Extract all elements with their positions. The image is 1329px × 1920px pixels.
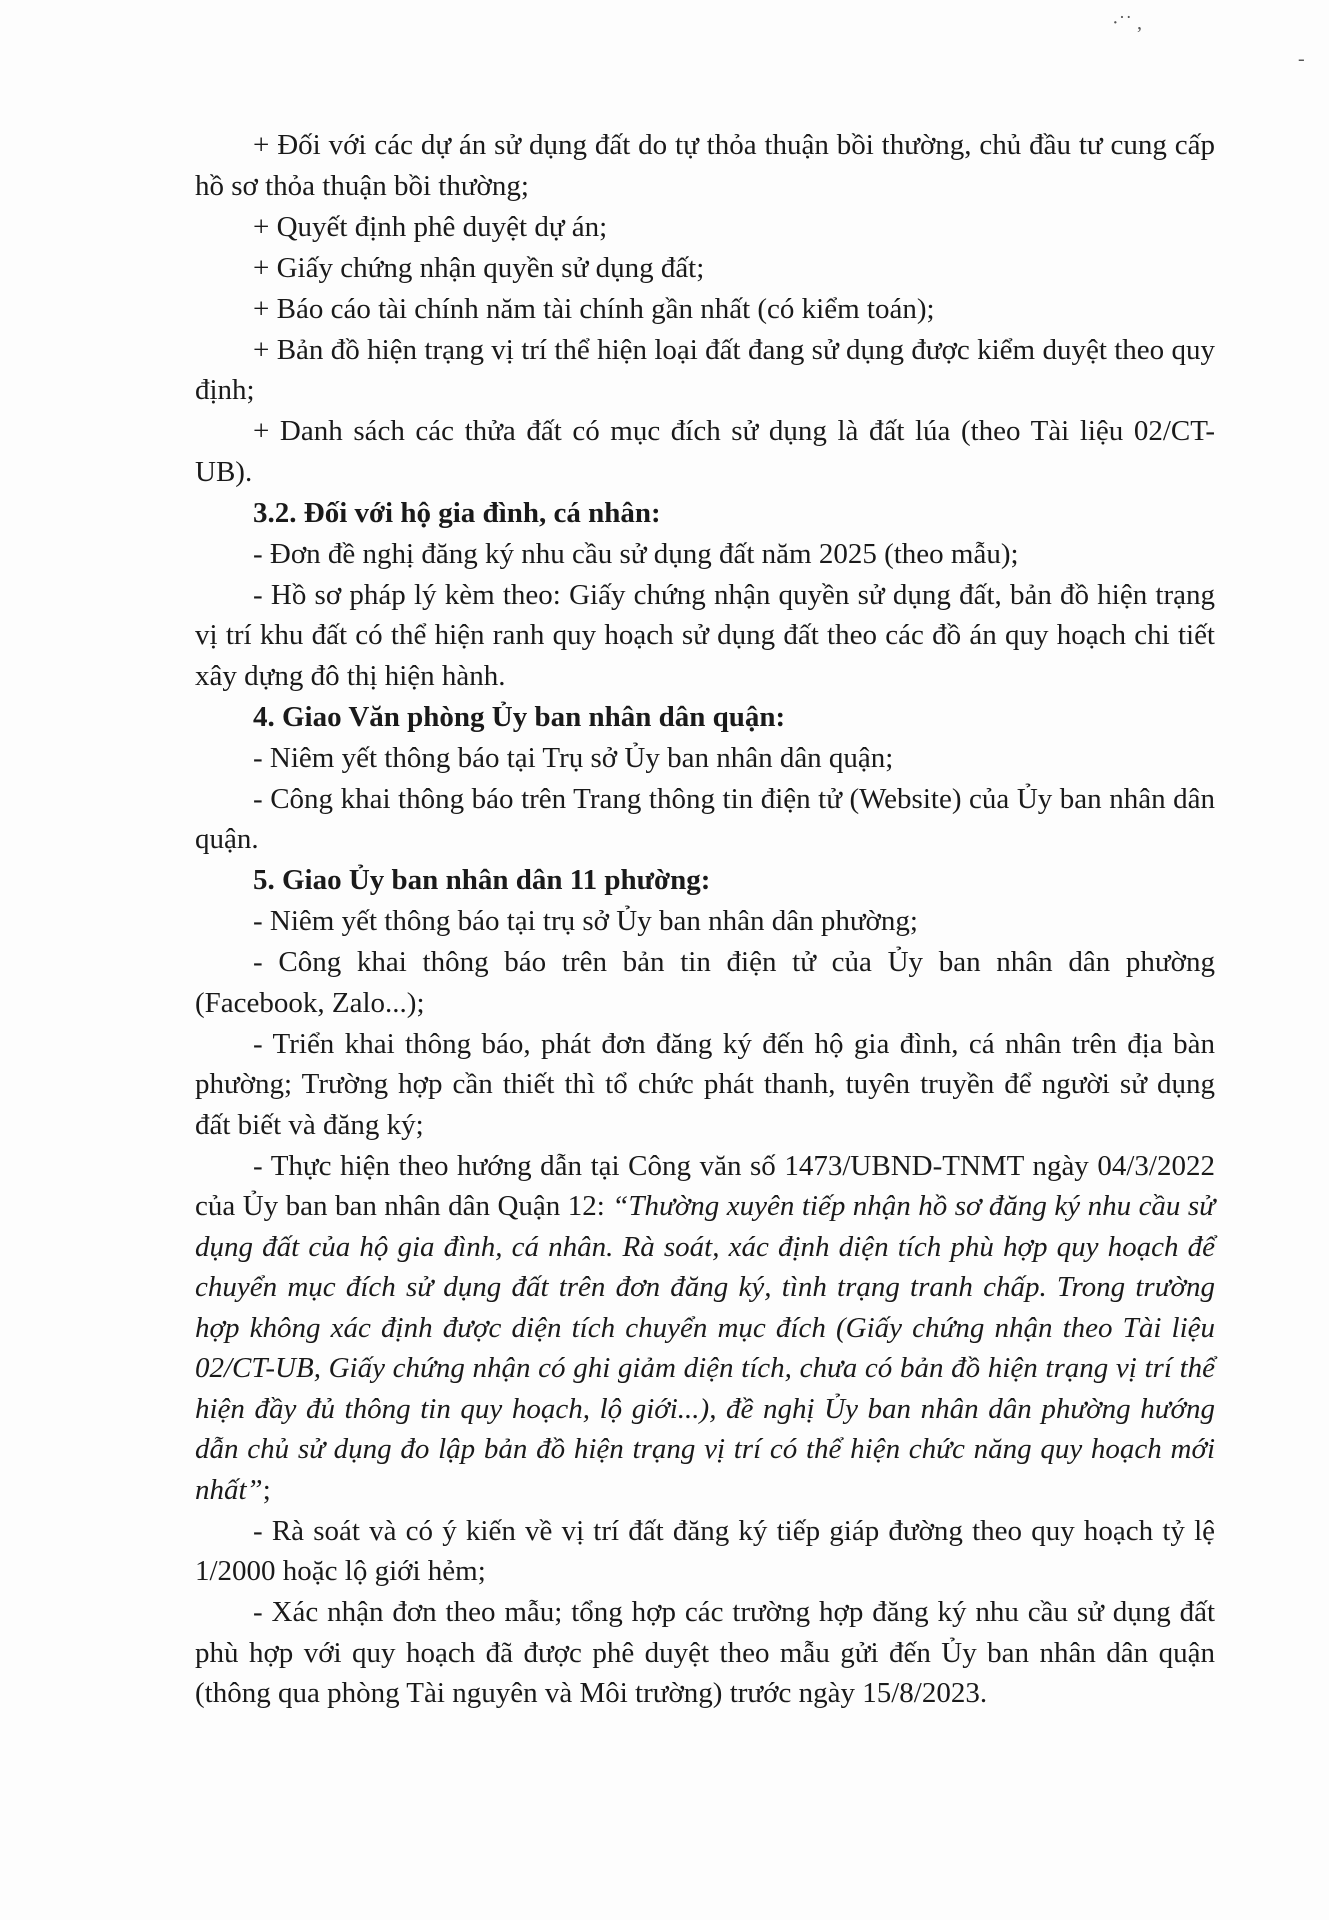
paragraph-project-approval: + Quyết định phê duyệt dự án;: [253, 210, 608, 243]
paragraph-review-location: - Rà soát và có ý kiến về vị trí đất đăng ký tiếp giáp đường theo quy hoạch tỷ lệ 1/2000 hoặc lộ giới hẻm;: [195, 1514, 1215, 1587]
official-letter-quote: “Thường xuyên tiếp nhận hồ sơ đăng ký nhu cầu sử dụng đất của hộ gia đình, cá nhân. Rà soát, xác định diện tích phù hợp quy hoạch để chuyển mục đích sử dụng đất trên đơn đăng ký, tình trạng tranh chấp. Trong trường hợp không xác định được diện tích chuyển mục đích (Giấy chứng nhận theo Tài liệu 02/CT-UB, Giấy chứng nhận có ghi giảm diện tích, chưa có bản đồ hiện trạng vị trí thể hiện đầy đủ thông tin quy hoạch, lộ giới...), đề nghị Ủy ban nhân dân phường hướng dẫn chủ sử dụng đo lập bản đồ hiện trạng vị trí có thể hiện chức năng quy hoạch mới nhất”: [195, 1190, 1215, 1506]
paragraph-rice-land-list: + Danh sách các thửa đất có mục đích sử dụng là đất lúa (theo Tài liệu 02/CT-UB).: [195, 415, 1215, 488]
paragraph-site-map: + Bản đồ hiện trạng vị trí thể hiện loại đất đang sử dụng được kiểm duyệt theo quy định;: [195, 333, 1215, 406]
paragraph-post-notice-ward: - Niêm yết thông báo tại trụ sở Ủy ban nhân dân phường;: [253, 905, 918, 937]
paragraph-land-certificate: + Giấy chứng nhận quyền sử dụng đất;: [253, 251, 705, 284]
heading-section-5: 5. Giao Ủy ban nhân dân 11 phường:: [253, 864, 711, 896]
heading-section-3-2: 3.2. Đối với hộ gia đình, cá nhân:: [253, 496, 661, 529]
paragraph-post-notice-district: - Niêm yết thông báo tại Trụ sở Ủy ban nhân dân quận;: [253, 741, 894, 774]
paragraph-legal-dossier: - Hồ sơ pháp lý kèm theo: Giấy chứng nhận quyền sử dụng đất, bản đồ hiện trạng vị trí khu đất có thể hiện ranh quy hoạch sử dụng đất theo các đồ án quy hoạch chi tiết xây dựng đô thị hiện hành.: [195, 578, 1215, 692]
document-body: [195, 125, 1215, 1714]
paragraph-confirm-forms: - Xác nhận đơn theo mẫu; tổng hợp các trường hợp đăng ký nhu cầu sử dụng đất phù hợp với quy hoạch đã được phê duyệt theo mẫu gửi đến Ủy ban nhân dân quận (thông qua phòng Tài nguyên và Môi trường) trước ngày 15/8/2023.: [195, 1596, 1215, 1709]
paragraph-financial-report: + Báo cáo tài chính năm tài chính gần nhất (có kiểm toán);: [253, 292, 935, 325]
paragraph-registration-form: - Đơn đề nghị đăng ký nhu cầu sử dụng đất năm 2025 (theo mẫu);: [253, 537, 1019, 570]
paragraph-publish-social: - Công khai thông báo trên bản tin điện tử của Ủy ban nhân dân phường (Facebook, Zalo...);: [195, 946, 1215, 1019]
heading-section-4: 4. Giao Văn phòng Ủy ban nhân dân quận:: [253, 700, 786, 733]
scan-artifact-mark: -: [1298, 48, 1305, 70]
official-letter-tail: ;: [262, 1473, 271, 1506]
scan-artifact-mark: ·˙˙ ,: [1112, 12, 1142, 34]
paragraph-deploy-notice: - Triển khai thông báo, phát đơn đăng ký đến hộ gia đình, cá nhân trên địa bàn phường; Trường hợp cần thiết thì tổ chức phát thanh, tuyên truyền để người sử dụng đất biết và đăng ký;: [195, 1027, 1215, 1141]
paragraph-official-letter: [195, 1146, 1215, 1511]
paragraph-publish-website: - Công khai thông báo trên Trang thông tin điện tử (Website) của Ủy ban nhân dân quận.: [195, 782, 1215, 855]
official-letter-lead: - Thực hiện theo hướng dẫn tại Công văn số 1473/UBND-TNMT ngày 04/3/2022 của Ủy ban ban nhân dân Quận 12:: [195, 1149, 1215, 1222]
paragraph-compensation-dossier: + Đối với các dự án sử dụng đất do tự thỏa thuận bồi thường, chủ đầu tư cung cấp hồ sơ thỏa thuận bồi thường;: [195, 129, 1215, 202]
